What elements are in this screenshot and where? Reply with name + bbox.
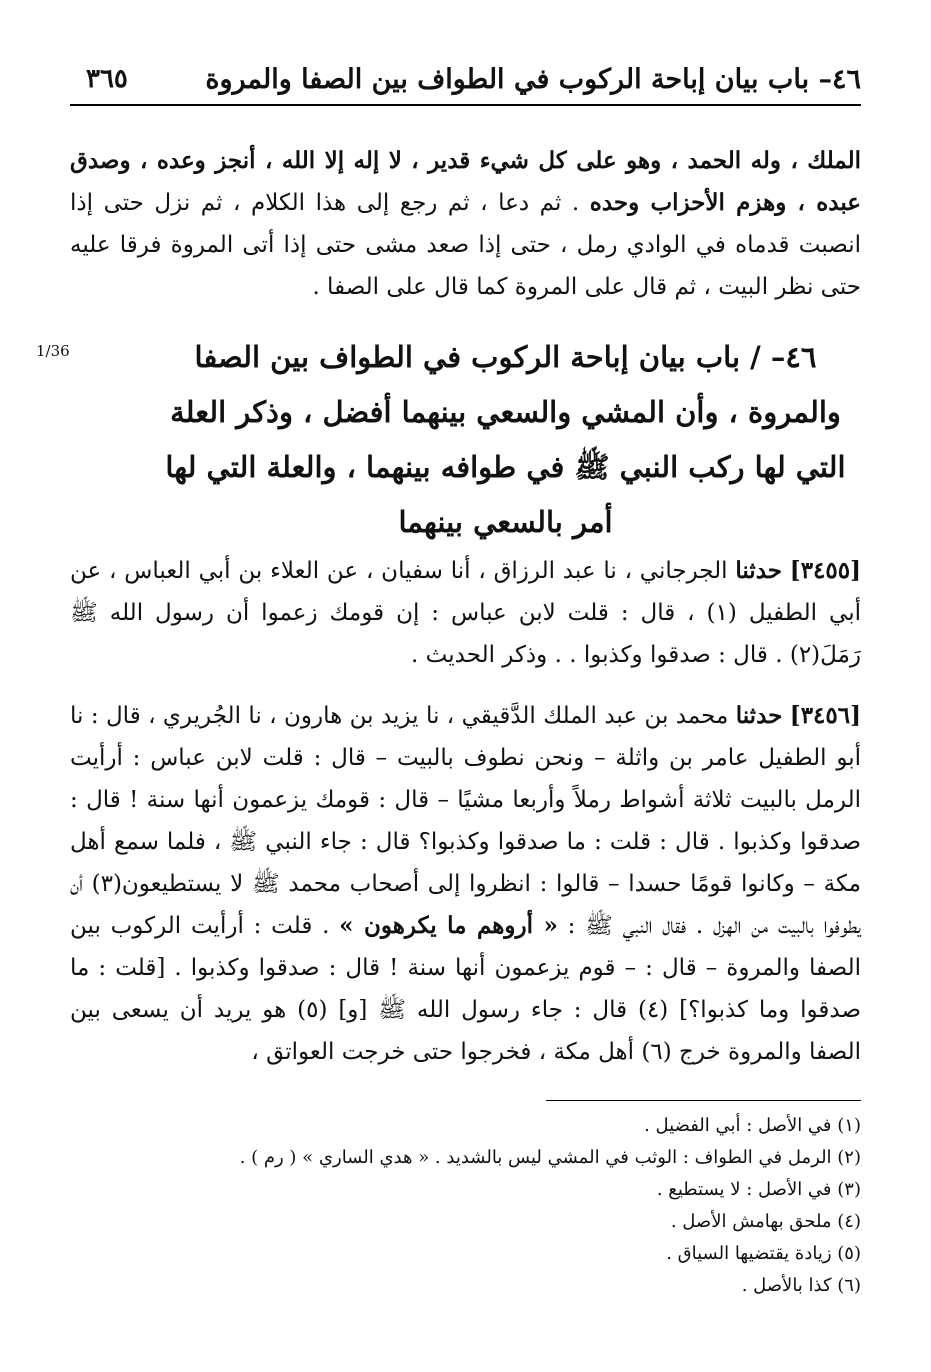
- footnote-1: (١) في الأصل : أبي الفضيل .: [644, 1115, 861, 1136]
- hadith-text-part-1: محمد بن عبد الملك الدَّقيقي ، نا يزيد بن هارون ، نا الجُريري ، قال : نا أبو الطفيل عامر بن واثلة – ونحن نطوف بالبيت – قال : قلت لابن عباس : أرأيت الرمل بالبيت ثلاثة أشواط رملاً وأربعا مشيًا – قال : قومك يزعمون أنها سنة ! قال : صدقوا وكذبوا . قال : قلت : ما صدقوا وكذبوا؟ قال : جاء النبي ﷺ ، فلما سمع أهل مكة – وكانوا قومًا حسدا – قالوا : انظروا إلى أصحاب محمد ﷺ لا يستطيعون(٣) أن يطوفوا بالبيت من الهزل . فقال النبي ﷺ :: [70, 703, 861, 939]
- header-title: ٤٦– باب بيان إباحة الركوب في الطواف بين الصفا والمروة: [205, 64, 861, 95]
- footnote-6: (٦) كذا بالأصل .: [741, 1275, 861, 1296]
- intro-text: . ثم دعا ، ثم رجع إلى هذا الكلام ، ثم نزل حتى إذا انصبت قدماه في الوادي رمل ، حتى إذا صعد مشى حتى إذا أتى المروة فرقا عليه حتى نظر البيت ، ثم قال على المروة كما قال على الصفا .: [70, 190, 861, 300]
- hadith-lead: حدثنا: [735, 557, 782, 584]
- hadith-lead: حدثنا: [735, 702, 783, 729]
- footnotes-list: [70, 1110, 861, 1302]
- hadith-quote: « أروهم ما يكرهون »: [339, 912, 558, 939]
- hadith-3456: [70, 695, 861, 1073]
- hadith-text-part-2: . قلت : أرأيت الركوب بين الصفا والمروة – قال : – قوم يزعمون أنها سنة ! قال : صدقوا وكذبوا . [قلت : ما صدقوا وما كذبوا؟] (٤) قال : جاء رسول الله ﷺ [و] (٥) هو يريد أن يسعى بين الصفا والمروة خرج (٦) أهل مكة ، فخرجوا حتى خرجت العواتق ،: [70, 913, 862, 1065]
- footnote-5: (٥) زيادة يقتضيها السياق .: [666, 1243, 861, 1264]
- hadith-3455: [70, 550, 861, 676]
- intro-paragraph: [70, 140, 861, 308]
- hadith-number: [٣٤٥٥]: [789, 557, 861, 584]
- intro-bold-text: الملك ، وله الحمد ، وهو على كل شيء قدير ، لا إله إلا الله ، أنجز وعده ، وصدق عبده ، وهزم الأحزاب وحده: [70, 147, 861, 216]
- footnote-divider: [546, 1100, 861, 1101]
- hadith-number: [٣٤٥٦]: [789, 702, 861, 729]
- footnote-2: (٢) الرمل في الطواف : الوثب في المشي ليس بالشديد . « هدي الساري » ( رم ) .: [239, 1147, 861, 1168]
- footnote-4: (٤) ملحق بهامش الأصل .: [670, 1211, 861, 1232]
- running-header: [70, 58, 861, 106]
- page-number: ٣٦٥: [86, 64, 128, 94]
- hadith-text: الجرجاني ، نا عبد الرزاق ، أنا سفيان ، عن العلاء بن أبي العباس ، عن أبي الطفيل (١) ، قال : قلت لابن عباس : إن قومك زعموا أن رسول الله ﷺ رَمَلَ(٢) . قال : صدقوا وكذبوا . . وذكر الحديث .: [70, 558, 861, 668]
- footnote-3: (٣) في الأصل : لا يستطيع .: [656, 1179, 861, 1200]
- folio-marker: 1/36: [36, 342, 70, 360]
- chapter-heading: ٤٦– / باب بيان إباحة الركوب في الطواف بين الصفا والمروة ، وأن المشي والسعي بينهما أفضل ، وذكر العلة التي لها ركب النبي ﷺ في طوافه بينهما ، والعلة التي لها أمر بالسعي بينهما: [165, 340, 846, 539]
